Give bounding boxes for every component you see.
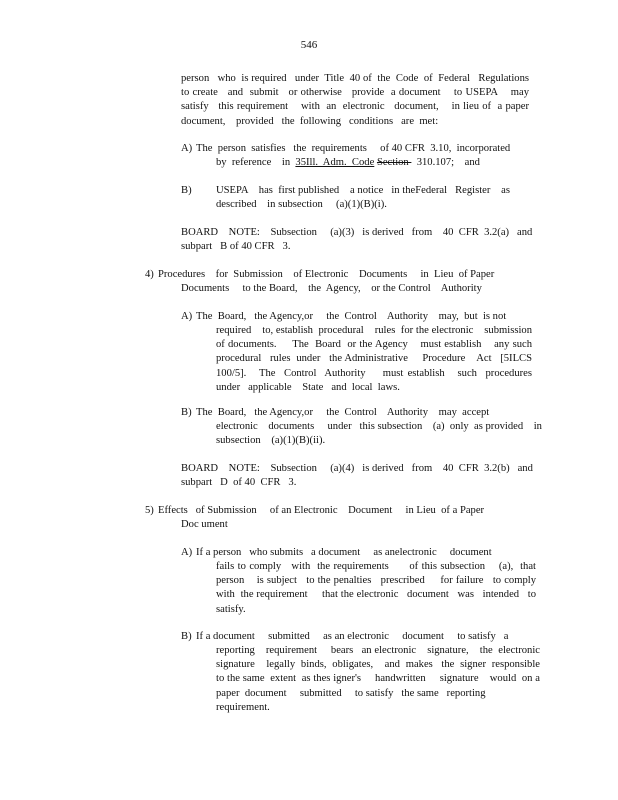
- section-4-label: 4): [145, 269, 154, 280]
- text-line: satisfy.: [216, 603, 246, 615]
- item-5b-first: [196, 630, 509, 644]
- text-line: of documents. The Board or the Agency must establish any such: [216, 339, 532, 351]
- item-5a-text: [216, 560, 536, 617]
- section-4-heading-cont: Documents to the Board, the Agency, or the Control Authority: [181, 283, 482, 294]
- section-5-heading: [158, 504, 485, 518]
- text-line: The Board, the Agency,or the Control Authority may accept: [196, 407, 490, 418]
- inserted-text: 35Ill. Adm. Code: [295, 157, 375, 168]
- text-line: described in subsection (a)(1)(B)(i).: [216, 199, 387, 211]
- item-3b-label: B): [181, 185, 192, 196]
- item-4a-label: A): [181, 311, 193, 322]
- text-line: procedural rules under the Administrative Procedure Act [5ILCS: [216, 353, 532, 365]
- text-line: satisfy this requirement with an electronic document, in lieu of a paper: [181, 101, 529, 113]
- text-line: 100/5]. The Control Authority must establish such procedures: [216, 367, 532, 379]
- text-line: The Board, the Agency,or the Control Authority may, but is not: [196, 311, 507, 322]
- item-4b-text: [216, 420, 542, 448]
- item-3b-text: [216, 184, 510, 212]
- text-line: person who is required under Title 40 of the Code of Federal Regulations: [181, 73, 529, 84]
- text-line: to the same extent as thes igner's handwritten signature would on a: [216, 673, 540, 685]
- intro-paragraph: [181, 72, 529, 129]
- text-line: USEPA has first published a notice in theFederal Register as: [216, 185, 510, 196]
- text-line: requirement.: [216, 701, 270, 713]
- text-line: electronic documents under this subsection (a) only as provided in: [216, 421, 542, 432]
- item-5a-first: [196, 546, 492, 560]
- item-4b-label: B): [181, 407, 192, 418]
- item-5b-label: B): [181, 631, 192, 642]
- section-5-label: 5): [145, 505, 154, 516]
- text-line: subsection (a)(1)(B)(ii).: [216, 435, 326, 447]
- text-line: If a document submitted as an electronic document to satisfy a: [196, 631, 509, 642]
- item-5a-label: A): [181, 547, 193, 558]
- section-5-heading-cont: Doc ument: [181, 519, 228, 530]
- text-line: BOARD NOTE: Subsection (a)(3) is derived from 40 CFR 3.2(a) and: [181, 227, 533, 238]
- text-line: Procedures for Submission of Electronic Documents in Lieu of Paper: [158, 269, 495, 280]
- item-5b-text: [216, 644, 540, 715]
- text-line: to create and submit or otherwise provide a document to USEPA may: [181, 87, 529, 99]
- plain-text: by reference in: [216, 157, 296, 168]
- text-line: paper document submitted to satisfy the same reporting: [216, 687, 486, 699]
- text-line: required to, establish procedural rules for the electronic submission: [216, 325, 532, 336]
- text-line: with the requirement that the electronic document was intended to: [216, 589, 536, 601]
- text-line: fails to comply with the requirements of this subsection (a), that: [216, 561, 536, 572]
- item-4a-first: [196, 310, 507, 324]
- text-line: document, provided the following conditions are met:: [181, 115, 439, 127]
- text-line: Effects of Submission of an Electronic Document in Lieu of a Paper: [158, 505, 485, 516]
- text-line: BOARD NOTE: Subsection (a)(4) is derived from 40 CFR 3.2(b) and: [181, 463, 533, 474]
- item-3a-text: [196, 142, 512, 156]
- text-line: subpart D of 40 CFR 3.: [181, 477, 297, 489]
- board-note-3: [181, 226, 533, 254]
- board-note-4: [181, 462, 533, 490]
- text-line: subpart B of 40 CFR 3.: [181, 241, 291, 253]
- text-line: person is subject to the penalties prescribed for failure to comply: [216, 575, 536, 587]
- item-4a-text: [216, 324, 532, 395]
- section-4-heading: [158, 268, 495, 282]
- plain-text: 310.107; and: [411, 157, 480, 168]
- item-4b-first: [196, 406, 490, 420]
- text-line: The person satisfies the requirements of 40 CFR 3.10, incorporated: [196, 143, 511, 154]
- text-line: reporting requirement bears an electronic signature, the electronic: [216, 645, 540, 656]
- deleted-text: Section: [376, 157, 412, 168]
- text-line: under applicable State and local laws.: [216, 381, 400, 393]
- page-number: 546: [300, 39, 318, 51]
- text-line: signature legally binds, obligates, and makes the signer responsible: [216, 659, 540, 671]
- item-3a-label: A): [181, 143, 193, 154]
- text-line: If a person who submits a document as anelectronic document: [196, 547, 492, 558]
- item-3a-line-2: [216, 156, 480, 170]
